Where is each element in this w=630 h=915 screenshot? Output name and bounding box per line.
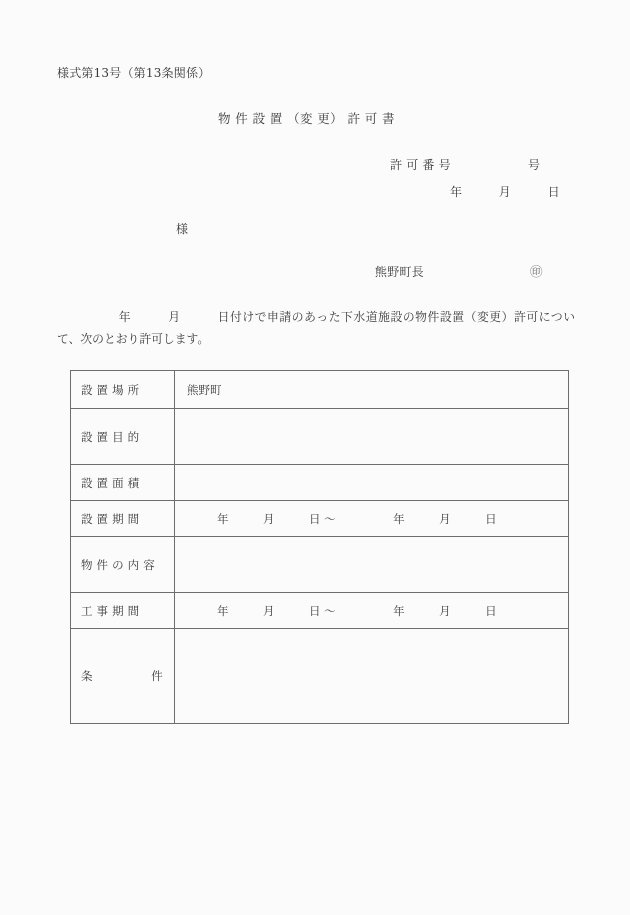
table-row (71, 593, 569, 629)
row-value-construction-period[interactable]: 年 月 日 ～ 年 月 日 (175, 593, 569, 629)
seal-stamp-icon: ㊞ (530, 264, 543, 279)
row-label-installation-period: 設 置 期 間 (71, 501, 175, 537)
table-row (71, 537, 569, 593)
issuer-name: 熊野町長 (375, 265, 424, 279)
table-row (71, 629, 569, 724)
row-value-installation-purpose[interactable] (175, 409, 569, 465)
row-value-installation-period[interactable]: 年 月 日 ～ 年 月 日 (175, 501, 569, 537)
addressee-honorific: 様 (176, 222, 189, 236)
permit-details-table (70, 370, 569, 724)
row-value-conditions[interactable] (175, 629, 569, 724)
row-value-object-details[interactable] (175, 537, 569, 593)
form-number: 様式第13号（第13条関係） (57, 66, 211, 80)
issue-date-line: 年 月 日 (450, 185, 560, 199)
row-value-installation-location[interactable]: 熊野町 (175, 371, 569, 409)
document-title: 物 件 設 置 （変 更） 許 可 書 (218, 111, 395, 126)
row-value-installation-area[interactable] (175, 465, 569, 501)
row-label-installation-location: 設 置 場 所 (71, 371, 175, 409)
permit-number-suffix: 号 (528, 158, 541, 172)
row-label-object-details: 物 件 の 内 容 (71, 537, 175, 593)
body-paragraph: 年 月 日付けで申請のあった下水道施設の物件設置（変更）許可について、次のとおり許可します。 (57, 310, 575, 346)
permit-number-label: 許 可 番 号 (390, 158, 451, 172)
table-row (71, 409, 569, 465)
row-label-installation-purpose: 設 置 目 的 (71, 409, 175, 465)
row-label-conditions: 条 件 (71, 629, 175, 724)
table-row (71, 465, 569, 501)
table-row (71, 371, 569, 409)
row-label-construction-period: 工 事 期 間 (71, 593, 175, 629)
table-row (71, 501, 569, 537)
row-label-installation-area: 設 置 面 積 (71, 465, 175, 501)
